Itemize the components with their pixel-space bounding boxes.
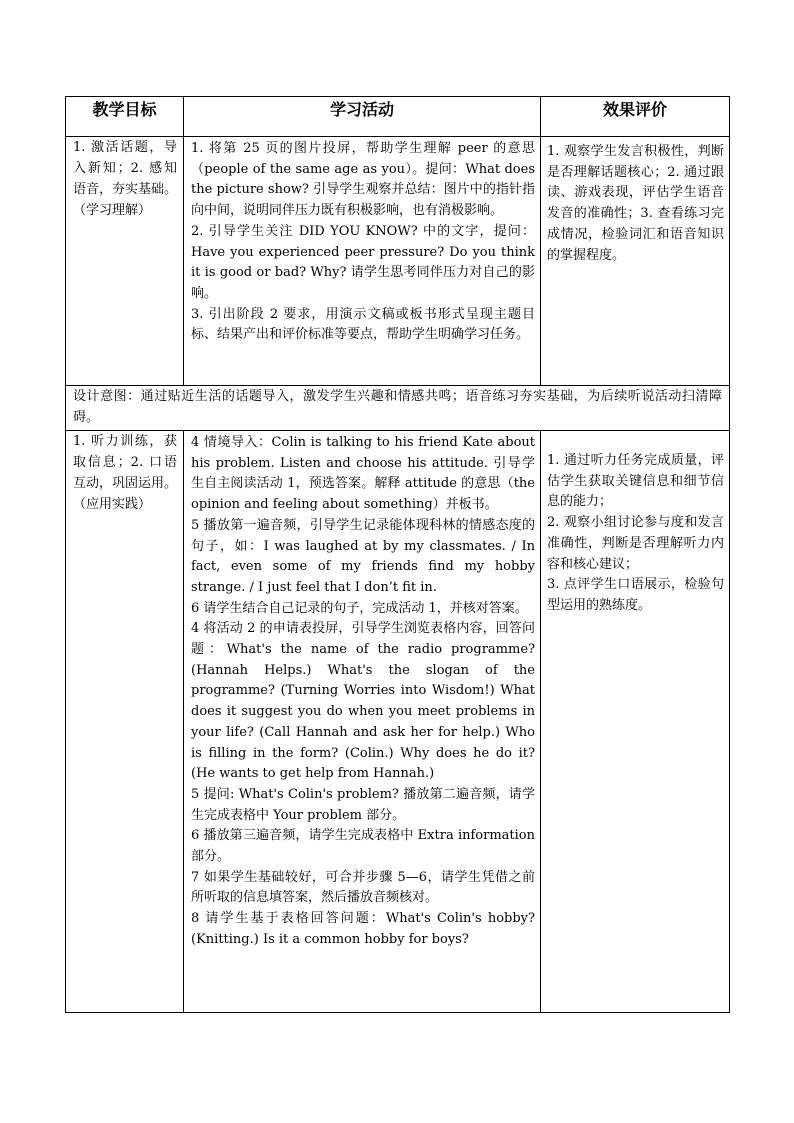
evaluation-item: 2. 观察小组讨论参与度和发言准确性，判断是否理解听力内容和核心建议； [547,515,724,572]
design-intent-row [66,386,730,431]
header-row [66,97,730,137]
section1-evaluation: 1. 观察学生发言积极性，判断是否理解话题核心；2. 通过跟读、游戏表现，评估学生语音发音的准确性；3. 查看练习完成情况，检验词汇和语音知识的掌握程度。 [541,137,730,386]
design-intent: 设计意图：通过贴近生活的话题导入，激发学生兴趣和情感共鸣；语音练习夯实基础，为后续听说活动扫清障碍。 [66,386,730,431]
activity-item: 5 播放第一遍音频，引导学生记录能体现科林的情感态度的句子，如：I was laughed at by my classmates. / In fact, even some of my friends find my hobby strange. / I just feel that I don’t fit in. [191,517,535,595]
activity-item: 1. 将第 25 页的图片投屏，帮助学生理解 peer 的意思（people of the same age as you）。提问：What does the picture show? 引导学生观察并总结：图片中的指针指向中间，说明同伴压力既有积极影响，也有消极影响。 [191,141,535,219]
section1-activities [184,137,541,386]
activity-item: 4 将活动 2 的申请表投屏，引导学生浏览表格内容，回答问题：What's the name of the radio programme? (Hannah Helps.) What's the slogan of the programme? (Turning Worries into Wisdom!) What does it suggest you do when you meet problems in your life? (Call Hannah and ask her for help.) Who is filling in the form? (Colin.) Why does he do it? (He wants to get help from Hannah.) [191,621,535,782]
section2-activities [184,431,541,1013]
activity-item: 2. 引导学生关注 DID YOU KNOW? 中的文字，提问：Have you experienced peer pressure? Do you think it is good or bad? Why? 请学生思考同伴压力对自己的影响。 [191,223,535,301]
activity-item: 4 情境导入：Colin is talking to his friend Kate about his problem. Listen and choose his attitude. 引导学生自主阅读活动 1，预选答案。解释 attitude 的意思（the opinion and feeling about something）并板书。 [191,435,535,513]
section1-row [66,137,730,386]
lesson-plan-table [65,96,730,1013]
evaluation-item: 1. 通过听力任务完成质量，评估学生获取关键信息和细节信息的能力； [547,453,724,510]
activity-item: 6 请学生结合自己记录的句子，完成活动 1，并核对答案。 [191,600,528,616]
header-evaluation: 效果评价 [541,97,730,137]
header-activity: 学习活动 [184,97,541,137]
section1-goal: 1. 激活话题，导入新知；2. 感知语音，夯实基础。（学习理解） [66,137,184,386]
evaluation-item: 3. 点评学生口语展示，检验句型运用的熟练度。 [547,577,724,613]
header-goal: 教学目标 [66,97,184,137]
activity-item: 8 请学生基于表格回答问题：What's Colin's hobby? (Knitting.) Is it a common hobby for boys? [191,911,535,947]
section2-goal: 1. 听力训练，获取信息；2. 口语互动，巩固运用。（应用实践） [66,431,184,1013]
section2-row [66,431,730,1013]
activity-item: 6 播放第三遍音频，请学生完成表格中 Extra information 部分。 [191,828,535,865]
activity-item: 7 如果学生基础较好，可合并步骤 5—6，请学生凭借之前所听取的信息填答案，然后播放音频核对。 [191,869,535,906]
activity-item: 3. 引出阶段 2 要求，用演示文稿或板书形式呈现主题目标、结果产出和评价标准等要点，帮助学生明确学习任务。 [191,306,535,343]
section2-evaluation [541,431,730,1013]
activity-item: 5 提问: What's Colin's problem? 播放第二遍音频，请学生完成表格中 Your problem 部分。 [191,786,535,823]
